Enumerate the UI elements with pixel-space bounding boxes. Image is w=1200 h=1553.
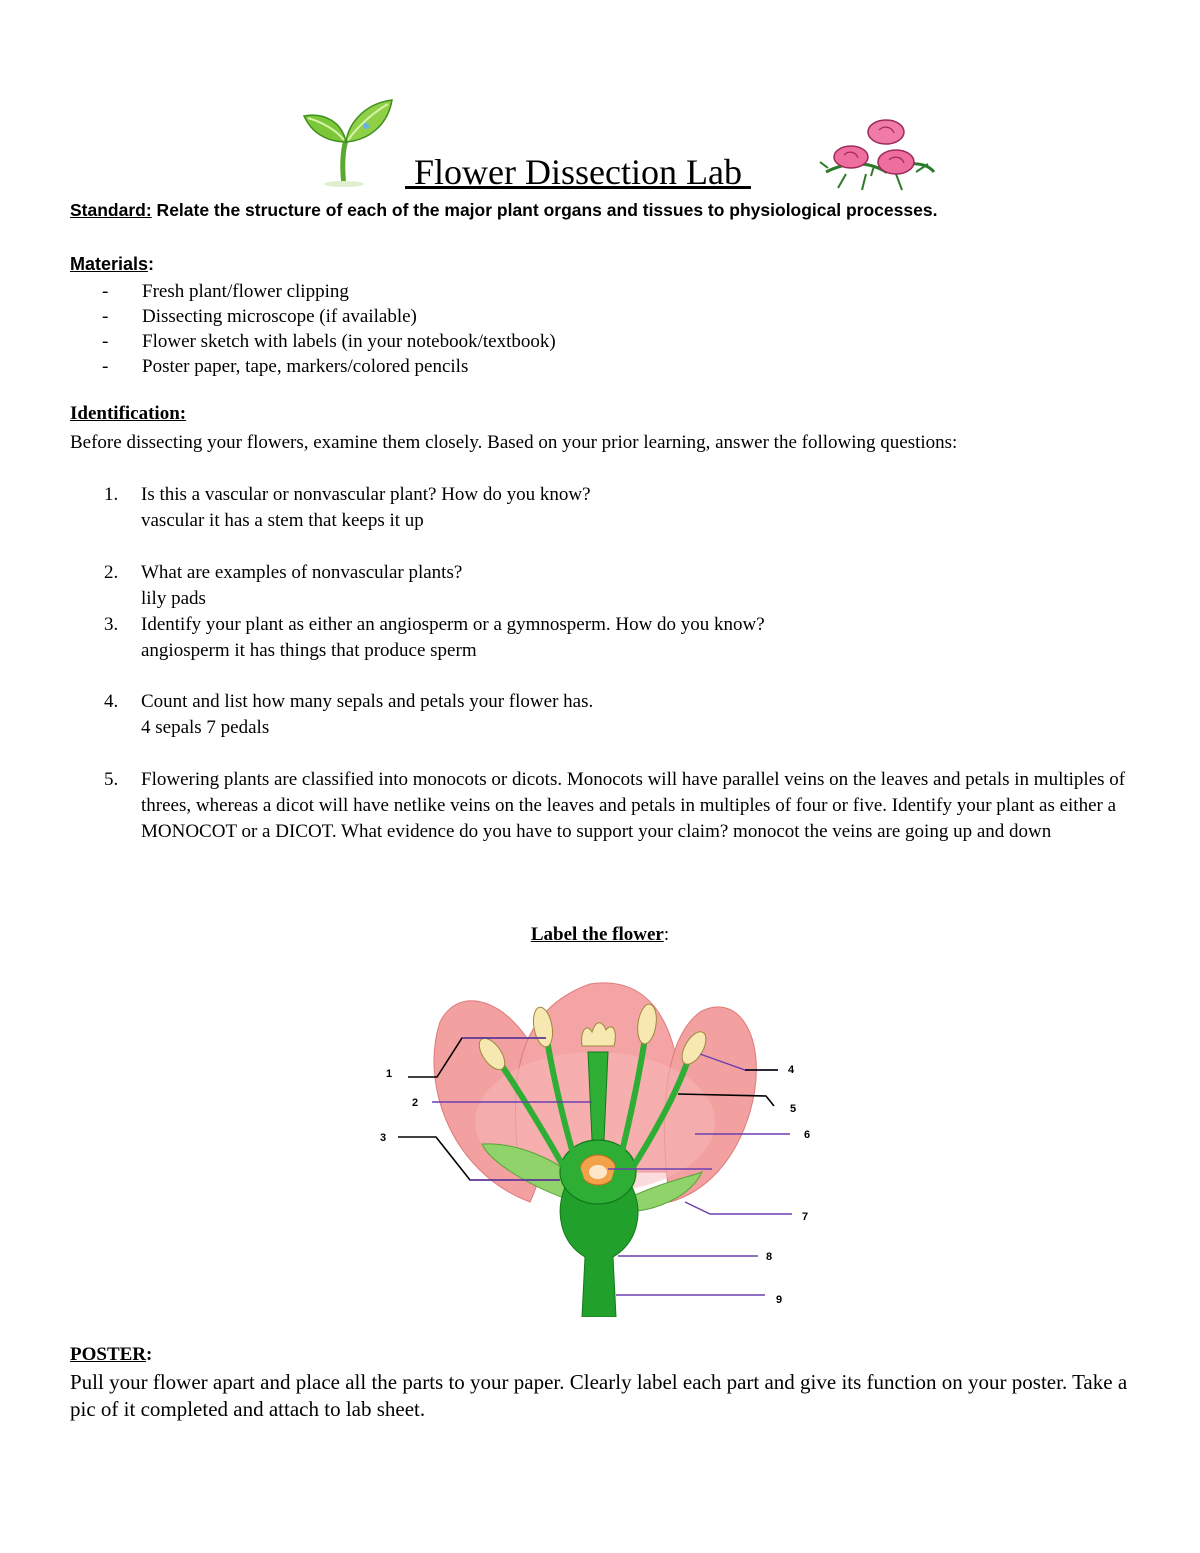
standard-label: Standard: (70, 200, 152, 220)
answer-text: vascular it has a stem that keeps it up (141, 510, 424, 531)
question-text: Count and list how many sepals and petals your flower has. (141, 691, 594, 712)
question-3: 3. Identify your plant as either an angiosperm or a gymnosperm. How do you know? angiosperm it has things that produce sperm (104, 612, 1134, 664)
stem (560, 1187, 638, 1317)
standard-statement (70, 200, 937, 221)
question-4: 4. Count and list how many sepals and petals your flower has. 4 sepals 7 pedals (104, 689, 1134, 741)
question-text: Is this a vascular or nonvascular plant? How do you know? (141, 484, 591, 505)
identification-intro: Before dissecting your flowers, examine them closely. Based on your prior learning, answer the following questions: (70, 432, 958, 453)
list-item: - Fresh plant/flower clipping (102, 281, 349, 302)
standard-text: Relate the structure of each of the major plant organs and tissues to physiological processes. (151, 200, 938, 220)
page-title: Flower Dissection Lab (405, 152, 751, 192)
label-line-7 (685, 1202, 792, 1214)
diagram-label: 3 (380, 1132, 387, 1144)
answer-text: 4 sepals 7 pedals (141, 717, 270, 738)
pink-flowers-icon (816, 112, 936, 192)
label-flower-heading: Label the flower: (530, 924, 670, 945)
list-item: - Poster paper, tape, markers/colored pencils (102, 356, 469, 377)
seedling-icon (296, 98, 396, 188)
diagram-label: 7 (802, 1211, 809, 1223)
materials-list (102, 279, 556, 379)
diagram-label: 1 (386, 1068, 393, 1080)
question-2: 2. What are examples of nonvascular plants? lily pads (104, 560, 1134, 612)
diagram-label: 5 (790, 1103, 797, 1115)
question-1: 1. Is this a vascular or nonvascular plant? How do you know? vascular it has a stem that keeps it up (104, 482, 1134, 534)
diagram-label: 9 (776, 1294, 783, 1306)
diagram-label: 4 (788, 1064, 795, 1076)
diagram-label: 2 (412, 1097, 419, 1109)
poster-heading: POSTER: (70, 1344, 153, 1365)
question-text: Identify your plant as either an angiosperm or a gymnosperm. How do you know? (141, 614, 765, 635)
answer-text: lily pads (141, 588, 206, 609)
poster-instructions: Pull your flower apart and place all the parts to your paper. Clearly label each part and give its function on your poster. Take a pic of it completed and attach to lab sheet. (70, 1370, 1128, 1421)
answer-text: angiosperm it has things that produce sperm (141, 640, 477, 661)
question-5: 5. Flowering plants are classified into monocots or dicots. Monocots will have parallel veins on the leaves and petals in multiples of threes, whereas a dicot will have netlike veins on the leaves and petals in multiples of four or five. Identify your plant as either a MONOCOT or a DICOT. What evidence do you have to support your claim? monocot the veins are going up and down (104, 767, 1134, 845)
flower-diagram (360, 972, 850, 1317)
answer-text: monocot the veins are going up and down (728, 821, 1052, 842)
diagram-label: 6 (804, 1129, 811, 1141)
list-item: - Flower sketch with labels (in your notebook/textbook) (102, 331, 556, 352)
identification-heading: Identification: (70, 403, 187, 424)
question-text: What are examples of nonvascular plants? (141, 562, 463, 583)
diagram-label: 8 (766, 1251, 773, 1263)
materials-heading: Materials: (70, 254, 155, 274)
question-text: Flowering plants are classified into monocots or dicots. Monocots will have parallel veins on the leaves and petals in multiples of threes, whereas a dicot will have netlike veins on the leaves and petals in multiples of four or five. Identify your plant as either a MONOCOT or a DICOT. What evidence do you have to support your claim? monocot the veins are going up and down (141, 769, 1126, 842)
list-item: - Dissecting microscope (if available) (102, 306, 417, 327)
style (588, 1052, 608, 1140)
